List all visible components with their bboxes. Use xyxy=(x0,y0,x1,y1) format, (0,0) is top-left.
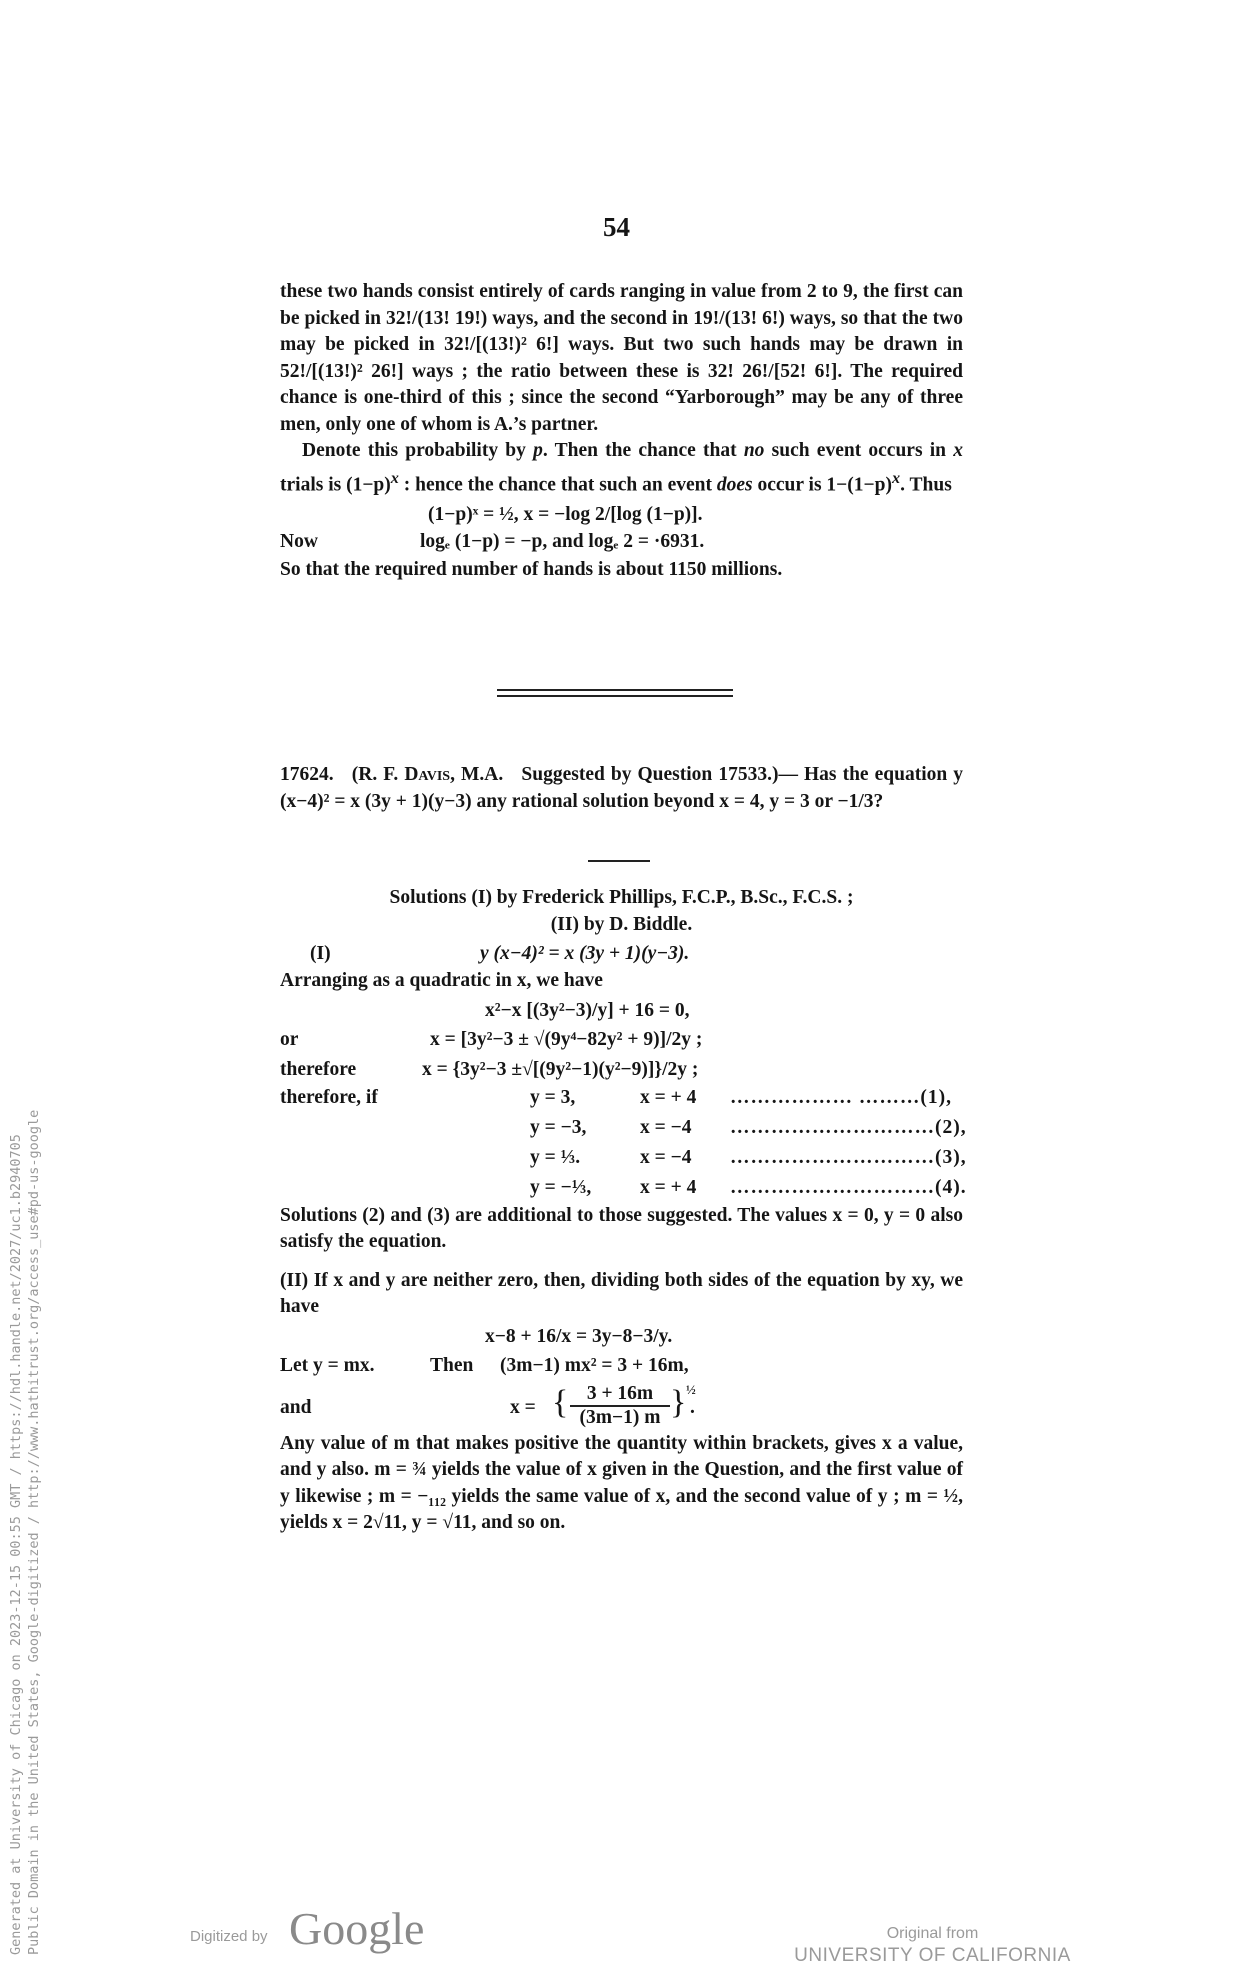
solutions-attribution-1: Solutions (I) by Frederick Phillips, F.C.P., B.Sc., F.C.S. ; xyxy=(389,887,854,908)
case-row: y = ⅓. x = −4 …………………………(3), xyxy=(530,1146,967,1168)
let-label: Let y = mx. xyxy=(280,1354,375,1376)
solution-section xyxy=(280,885,967,1537)
top-section xyxy=(280,279,963,583)
s1-equation: y (x−4)² = x (3y + 1)(y−3). xyxy=(480,943,690,964)
question-number: 17624. xyxy=(280,764,334,785)
case-row: therefore, if y = 3, x = + 4 ……………… ………(1), xyxy=(280,1085,963,1115)
short-divider xyxy=(588,860,650,862)
s2-intro: (II) If x and y are neither zero, then, dividing both sides of the equation by xy, we have xyxy=(280,1269,963,1317)
question-header: 17624. (R. F. Davis, M.A. Suggested by Question 17533.)— Has the equation y (x−4)² = x (3y + 1)(y−3) any rational solution beyond x = 4, y = 3 or −1/3? xyxy=(280,764,964,812)
conclusion-text: So that the required number of hands is about 1150 millions. xyxy=(280,558,783,580)
s2-final-paragraph: Any value of m that makes positive the quantity within brackets, gives x a value, and y also. m = ¾ yields the value of x given in the Question, and the first value of y likewise ; m = −₁₁₂ yields the same value of x, and the second value of y ; m = ½, yields x = 2√11, y = √11, and so on. xyxy=(280,1432,963,1533)
page-number: 54 xyxy=(603,212,630,242)
equation-1-row xyxy=(280,499,963,529)
original-from-block xyxy=(790,1925,1075,1967)
watermark-line-2: Public Domain in the United States, Google-digitized / http://www.hathitrust.org/access_use#pd-us-google xyxy=(26,1109,42,1955)
s2-equation-3-lhs: x = xyxy=(510,1396,536,1418)
then-label: Then xyxy=(430,1354,474,1376)
s1-equation-4: x = {3y²−3 ±√[(9y²−1)(y²−9)]}/2y ; xyxy=(422,1058,699,1080)
s2-eq1-row xyxy=(280,1321,963,1351)
case-row: y = −3, x = −4 …………………………(2), xyxy=(530,1116,967,1138)
s1-conclusion: Solutions (2) and (3) are additional to those suggested. The values x = 0, y = 0 also satisfy the equation. xyxy=(280,1204,963,1252)
section-divider xyxy=(497,689,733,701)
original-from-label: Original from xyxy=(886,1925,979,1942)
s2-eq3-row: and x = { 3 + 16m (3m−1) m } ½ . xyxy=(280,1383,963,1431)
exponent: ½ xyxy=(686,1381,696,1397)
therefore-if-label: therefore, if xyxy=(280,1086,378,1108)
s1-equation-2: x²−x [(3y²−3)/y] + 16 = 0, xyxy=(485,999,690,1021)
left-brace: { xyxy=(552,1383,569,1421)
or-label: or xyxy=(280,1028,299,1050)
s2-eq2-row xyxy=(280,1351,963,1383)
question-section xyxy=(280,762,963,815)
paragraph-1: these two hands consist entirely of cards ranging in value from 2 to 9, the first can be picked in 32!/(13! 19!) ways, and the second in 19!/(13! 6!) ways, so that the two may be picked in 32!/[(13!)² 6!] ways. But two such hands may be drawn in 52!/[(13!)² 26!] ways ; the ratio between these is 32! 26!/[52! 6!]. The required chance is one-third of this ; since the second “Yarborough” may be any of three men, only one of whom is A.’s partner. xyxy=(280,281,963,435)
s1-label: (I) xyxy=(310,943,331,964)
s2-fraction: 3 + 16m (3m−1) m xyxy=(570,1383,670,1429)
hathitrust-watermark xyxy=(0,0,60,1973)
equation-2-row xyxy=(280,529,963,557)
equation-1: (1−p)ˣ = ½, x = −log 2/[log (1−p)]. xyxy=(428,503,703,525)
now-label: Now xyxy=(280,530,318,552)
google-logo-text: Google xyxy=(289,1903,425,1954)
google-logo xyxy=(287,1900,427,1956)
equation-2: logₑ (1−p) = −p, and logₑ 2 = ·6931. xyxy=(420,530,705,552)
digitized-by-label: Digitized by xyxy=(190,1928,268,1945)
right-brace: } xyxy=(670,1383,687,1421)
cases-list xyxy=(280,1085,967,1203)
and-label: and xyxy=(280,1396,312,1418)
s1-eq2-row xyxy=(280,995,963,1025)
s1-eq4-row xyxy=(280,1055,963,1085)
s2-equation-2: (3m−1) mx² = 3 + 16m, xyxy=(500,1354,689,1376)
s1-eq3-row xyxy=(280,1025,963,1055)
therefore-label: therefore xyxy=(280,1058,357,1080)
paragraph-2: Denote this probability by p. Then the chance that no such event occurs in x trials is $(1-p)^x$ : hence the chance that such an event does occur is $1-(1-p)^x$. Thus xyxy=(280,440,963,495)
s2-equation-1: x−8 + 16/x = 3y−8−3/y. xyxy=(485,1325,673,1347)
solutions-attribution-2: (II) by D. Biddle. xyxy=(550,913,693,935)
s1-equation-3: x = [3y²−3 ± √(9y⁴−82y² + 9)]/2y ; xyxy=(430,1028,703,1050)
s1-arranging: Arranging as a quadratic in x, we have xyxy=(280,970,603,991)
case-row: y = −⅓, x = + 4 …………………………(4). xyxy=(530,1176,967,1198)
s1-equation-row xyxy=(280,938,963,968)
university-label: UNIVERSITY OF CALIFORNIA xyxy=(794,1945,1071,1966)
question-text: Has the equation y (x−4)² = x (3y + 1)(y−3) any rational solution beyond x = 4, y = 3 or −1/3? xyxy=(280,764,964,812)
watermark-line-1: Generated at University of Chicago on 2023-12-15 00:55 GMT / https://hdl.handle.net/2027/uc1.b2940705 xyxy=(8,1134,24,1955)
